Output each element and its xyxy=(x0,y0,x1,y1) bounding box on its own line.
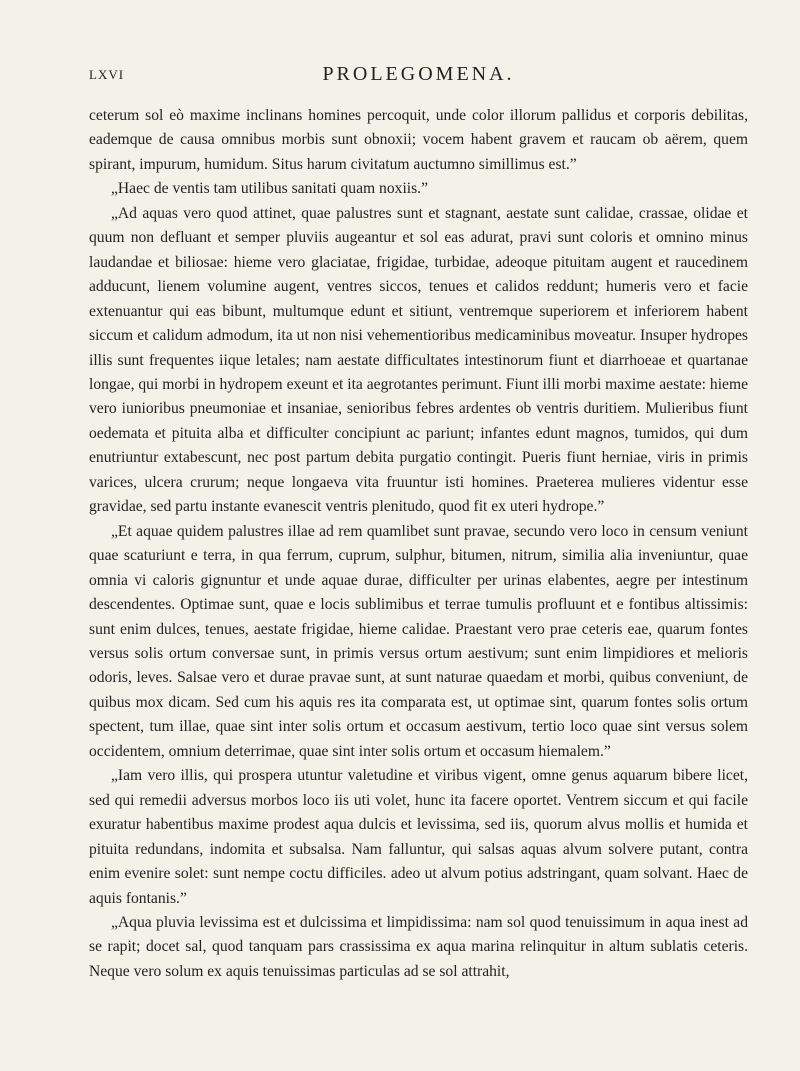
paragraph: „Et aquae quidem palustres illae ad rem quamlibet sunt pravae, secundo vero loco in censum veniunt quae scaturiunt e terra, in qua ferrum, cuprum, sulphur, bitumen, nitrum, similia alia inveniuntur, quae omnia vi caloris gignuntur et unde aquae durae, difficulter per urinas elabentes, aegre per intestinum descendentes. Optimae sunt, quae e locis sublimibus et terrae tumulis profluunt et e fontibus altissimis: sunt enim dulces, tenues, aestate frigidae, hieme calidae. Praestant vero prae ceteris eae, quarum fontes versus solis ortum conversae sunt, in primis versus ortum aestivum; sunt enim limpidiores et melioris odoris, leves. Salsae vero et durae pravae sunt, at sunt naturae quaedam et morbi, quibus conveniunt, de quibus mox dicam. Sed cum his aquis res ita comparata est, ut optimae sint, quarum fontes solis ortum spectent, tum illae, quae sint inter solis ortum et occasum aestivum, tertio loco quae sint versus solem occidentem, omnium deterrimae, quae sint inter solis ortum et occasum hiemalem.” xyxy=(89,522,748,760)
paragraph: „Aqua pluvia levissima est et dulcissima et limpidissima: nam sol quod tenuissimum in aqua inest ad se rapit; docet sal, quod tanquam pars crassissima ex aqua marina relinquitur in altum sublatis ceteris. Neque vero solum ex aquis tenuissimas particulas ad se sol attrahit, xyxy=(89,913,748,980)
running-head: PROLEGOMENA. xyxy=(322,63,515,85)
paragraph: ceterum sol eò maxime inclinans homines percoquit, unde color illorum pallidus et corporis debilitas, eademque de causa omnibus morbis sunt obnoxii; vocem habent gravem et raucam ob aërem, quem spirant, impurum, humidum. Situs harum civitatum auctumno simillimus est.” xyxy=(89,107,748,173)
page-header xyxy=(89,63,748,85)
paragraph: „Iam vero illis, qui prospera utuntur valetudine et viribus vigent, omne genus aquarum bibere licet, sed qui remedii adversus morbos loco iis uti volet, hunc ita facere oportet. Ventrem siccum et qui facile exuratur habentibus maxime prodest aqua dulcis et levissima, sed iis, quorum alvus mollis et humida et pituita redundans, indomita et subsalsa. Nam falluntur, qui salsas aquas alvum solvere putant, contra enim evenire solet: sunt nempe coctu difficiles. adeo ut alvum potius adstringant, quam solvant. Haec de aquis fontanis.” xyxy=(89,767,748,907)
paragraph: „Haec de ventis tam utilibus sanitati quam noxiis.” xyxy=(111,180,428,198)
body-text xyxy=(89,104,748,984)
page-number: LXVI xyxy=(89,67,125,82)
paragraph: „Ad aquas vero quod attinet, quae palustres sunt et stagnant, aestate sunt calidae, crassae, olidae et quum non defluant et semper pluviis augeantur et sol eas adurat, pravi sunt coloris et omnino minus laudandae et biliosae: hieme vero glaciatae, frigidae, turbidae, adeoque pituitam augent et raucedinem adducunt, lienem volumine augent, ventres siccos, tenues et calidos reddunt; humeris vero et facie extenuantur qui eas bibunt, multumque edunt et sitiunt, ventremque superiorem et inferiorem habent siccum et calidum admodum, ita ut non nisi vehementioribus medicaminibus moveatur. Insuper hydropes illis sunt frequentes iique letales; nam aestate difficultates intestinorum fiunt et diarrhoeae et quartanae longae, qui morbi in hydropem exeunt et ita aegrotantes perimunt. Fiunt illi morbi maxime aestate: hieme vero iunioribus pneumoniae et insaniae, senioribus febres ardentes ob ventris duritiem. Mulieribus fiunt oedemata et pituita alba et difficulter concipiunt ac pariunt; infantes edunt magnos, tumidos, qui dum enutriuntur extabescunt, nec post partum debita purgatio contingit. Pueris fiunt herniae, viris in primis varices, ulcera crurum; neque longaeva vita fruuntur isti homines. Praeterea mulieres videntur esse gravidae, sed partu instante evanescit ventris plenitudo, quod fit ex uteri hydrope.” xyxy=(89,204,748,516)
